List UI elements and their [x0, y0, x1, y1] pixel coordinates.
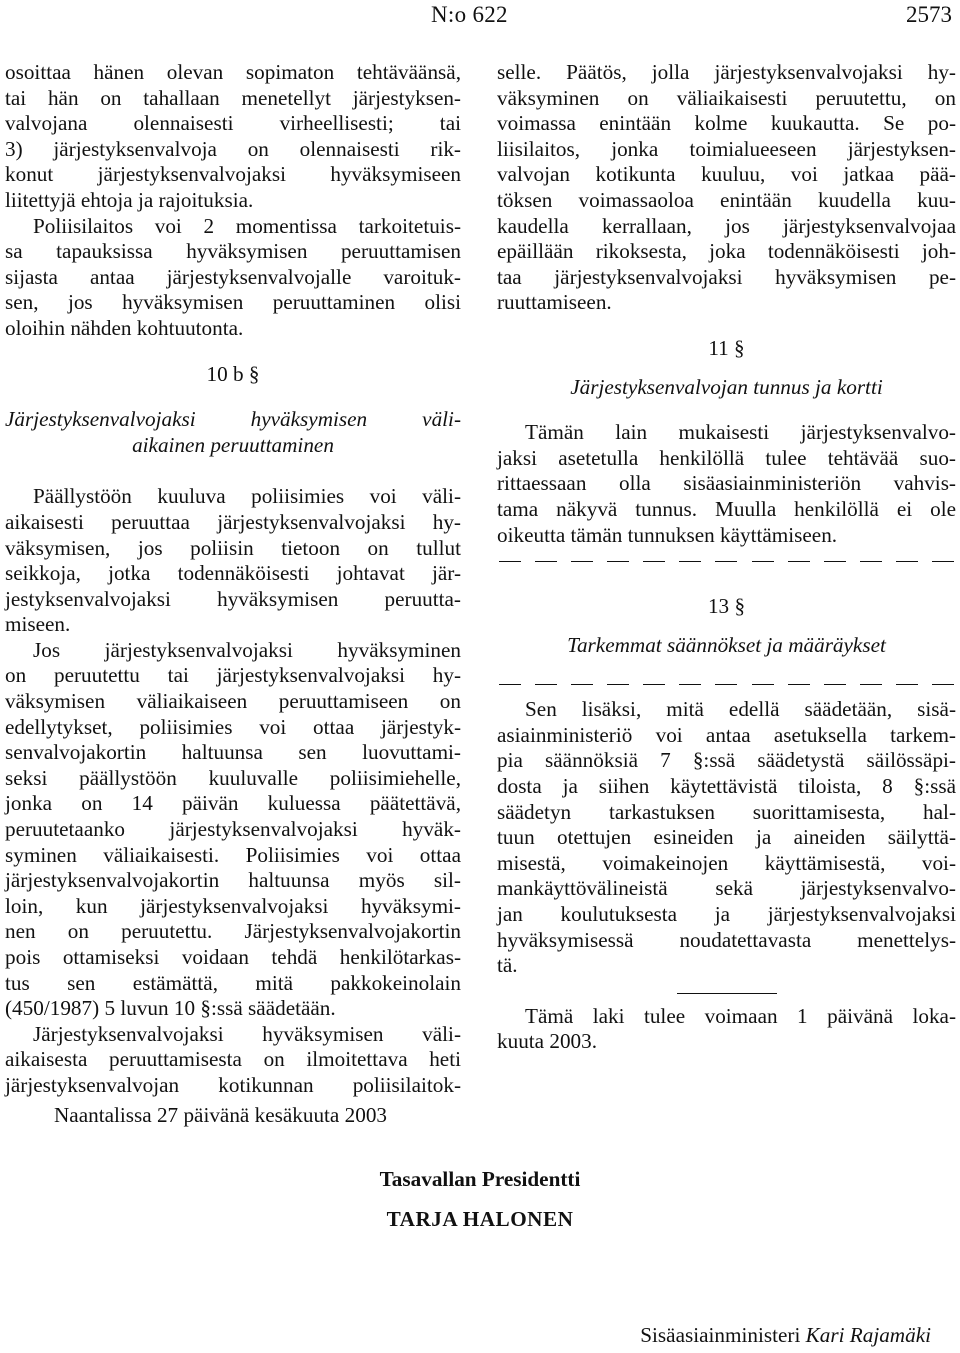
text-line: väksymisen väliaikaiseen peruuttamiseen on [5, 689, 461, 714]
text-line: jonka on 14 päivän kuluessa päätettävä, [5, 791, 461, 816]
text-line: on peruutettu tai järjestyksenvalvojaksi hy- [5, 663, 461, 688]
text-line: jaksi asetetulla henkilöllä tulee tehtävää suo- [497, 445, 956, 470]
text-line: edellytykset, poliisimies voi ottaa järjestyk- [5, 714, 461, 739]
text-line: sen, jos hyväksymisen peruuttaminen olisi [5, 290, 461, 315]
text-line: Jos järjestyksenvalvojaksi hyväksyminen [33, 637, 461, 662]
dash [571, 684, 593, 685]
text-line: seikkoja, jotka todennäköisesti johtavat jär- [5, 561, 461, 586]
text-line: peruutetaanko järjestyksenvalvojaksi hyväk- [5, 817, 461, 842]
text-line: dosta ja siihen käytettävistä tiloista, 8 §:ssä [497, 774, 956, 799]
text-line: tama näkyvä tunnus. Muulla henkilöllä ei ole [497, 496, 956, 521]
paragraph [497, 60, 956, 316]
text-line: seksi päällystöön kuuluvalle poliisimiehelle, [5, 765, 461, 790]
text-line: sa tapauksissa hyväksymisen peruuttamisen [5, 239, 461, 264]
text-line: tai hän on tahallaan menetellyt järjestyksen- [5, 85, 461, 110]
text-line: pia säännöksiä 7 §:ssä säädetystä säilössäpi- [497, 748, 956, 773]
dash [643, 561, 665, 562]
dash [752, 561, 774, 562]
paragraph [5, 484, 461, 638]
text-line: liisilaitos, jonka toimialueeseen järjestyksen- [497, 136, 956, 161]
omission-dashes [497, 677, 956, 693]
text-line: järjestyksenvalvojakortin haltuunsa myös sil- [5, 868, 461, 893]
text-line: kuuta 2003. [497, 1029, 598, 1054]
dash [896, 561, 918, 562]
section-number: 11 § [708, 335, 745, 360]
section-title: Tarkemmat säännökset ja määräykset [567, 632, 886, 657]
text-line: selle. Päätös, jolla järjestyksenvalvojaksi hy- [497, 60, 956, 84]
text-line: sijasta antaa järjestyksenvalvojalle varoituk- [5, 264, 461, 289]
text-line: väksymisen, jos poliisin tietoon on tullut [5, 535, 461, 560]
dash [752, 684, 774, 685]
text-line: valvojana olennaisesti virheellisesti; tai [5, 111, 461, 136]
text-line: väksyminen on väliaikaisesti peruutettu, on [497, 85, 956, 110]
page-number: 2573 [906, 2, 952, 27]
text-line: osoittaa hänen olevan sopimaton tehtäväänsä, [5, 60, 461, 84]
section-title: Järjestyksenvalvojan tunnus ja kortti [570, 374, 883, 399]
paragraph [497, 420, 956, 548]
statute-number: N:o 622 [431, 2, 508, 27]
separator-rule [677, 993, 777, 994]
text-line: miseen. [5, 612, 71, 637]
dash [896, 684, 918, 685]
president-name: TARJA HALONEN [386, 1207, 574, 1231]
text-line: oloihin nähden kohtuutonta. [5, 315, 244, 340]
paragraph [497, 697, 956, 979]
president-title: Tasavallan Presidentti [379, 1167, 581, 1191]
dash [788, 684, 810, 685]
dash [607, 561, 629, 562]
dash [643, 684, 665, 685]
dash [824, 684, 846, 685]
left-column [5, 60, 461, 1099]
text-line: tuun otettujen esineiden ja aineiden säilyttä- [497, 825, 956, 850]
section-title [5, 407, 461, 458]
dash [788, 561, 810, 562]
minister-signature [640, 1323, 931, 1348]
text-line: järjestyksenvalvojan kotikunnan poliisilaitok- [5, 1072, 461, 1097]
text-line: Tämä laki tulee voimaan 1 päivänä loka- [525, 1003, 956, 1028]
text-line: säädetyn tarkastuksen suorittamisesta, hal- [497, 799, 956, 824]
text-line: konut järjestyksenvalvojaksi hyväksymiseen [5, 162, 461, 187]
minister-title: Sisäasiainministeri [640, 1323, 801, 1347]
dash [499, 684, 521, 685]
text-line: epäillään rikoksesta, joka todennäköisesti joh- [497, 239, 956, 264]
dash [824, 561, 846, 562]
section-number: 13 § [707, 594, 746, 619]
right-column [497, 60, 956, 1055]
text-line: ruuttamiseen. [497, 290, 612, 315]
dash [499, 561, 521, 562]
text-line: pois ottamiseksi voidaan tehdä henkilötarkas- [5, 945, 461, 969]
dash [860, 561, 882, 562]
text-line: mankäyttövälineistä sekä järjestyksenvalvo- [497, 876, 956, 901]
text-line: loin, kun järjestyksenvalvojaksi hyväksymi- [5, 893, 461, 918]
text-line: tus sen estämättä, mitä pakkokeinolain [5, 970, 461, 995]
dash [860, 684, 882, 685]
paragraph [5, 638, 461, 1022]
text-line: aikaisesta peruuttamisesta on ilmoitettava heti [5, 1047, 461, 1072]
text-line: 3) järjestyksenvalvoja on olennaisesti rik- [5, 136, 461, 161]
text-line: tä. [497, 953, 518, 978]
text-line: jan koulutuksesta ja järjestyksenvalvojaksi [497, 902, 956, 927]
dash [535, 684, 557, 685]
dash [715, 561, 737, 562]
paragraph [5, 60, 461, 214]
text-line: rittaessaan olla sisäasiainministeriön vahvis- [497, 471, 956, 496]
text-line: Sen lisäksi, mitä edellä säädetään, sisä- [525, 697, 956, 722]
section-title-line: aikainen peruuttaminen [132, 432, 334, 457]
dash [679, 684, 701, 685]
text-line: misestä, voimakeinojen käyttämisestä, voi- [497, 850, 956, 875]
text-line: oikeutta tämän tunnuksen käyttämiseen. [497, 522, 838, 547]
section-number: 10 b § [206, 361, 260, 386]
dash [932, 684, 954, 685]
text-line: asiainministeriö voi antaa asetuksella tarkem- [497, 722, 956, 747]
text-line: syminen väliaikaisesti. Poliisimies voi ottaa [5, 842, 461, 867]
dash [571, 561, 593, 562]
text-line: Tämän lain mukaisesti järjestyksenvalvo- [525, 420, 956, 445]
text-line: Järjestyksenvalvojaksi hyväksymisen väli- [33, 1021, 461, 1046]
text-line: aikaisesti peruuttaa järjestyksenvalvojaksi hy- [5, 509, 461, 534]
text-line: hyväksymisessä noudatettavasta menettelys- [497, 927, 956, 952]
text-line: töksen voimassaoloa enintään kuudella kuu- [497, 187, 956, 212]
text-line: taa järjestyksenvalvojaksi hyväksymisen pe- [497, 264, 956, 289]
dash [932, 561, 954, 562]
page-header [0, 0, 960, 36]
text-line: voimassa enintään kolme kuukautta. Se po- [497, 111, 956, 136]
paragraph [5, 1022, 461, 1099]
text-line: (450/1987) 5 luvun 10 §:ssä säädetään. [5, 996, 336, 1021]
text-line: kaudella kerrallaan, jos järjestyksenvalvojaa [497, 213, 956, 238]
section-title-line: Järjestyksenvalvojaksi hyväksymisen väli- [5, 407, 461, 432]
omission-dashes [497, 554, 956, 570]
text-line: jestyksenvalvojaksi hyväksymisen peruutta- [5, 586, 461, 611]
text-line: valvojan kotikunta kuuluu, voi jatkaa pää- [497, 162, 956, 187]
place-date: Naantalissa 27 päivänä kesäkuuta 2003 [54, 1103, 388, 1127]
text-line: Päällystöön kuuluva poliisimies voi väli- [33, 484, 461, 509]
text-line: senvalvojakortin haltuunsa sen luovuttami- [5, 740, 461, 765]
paragraph [5, 214, 461, 342]
text-line: liitettyjä ehtoja ja rajoituksia. [5, 187, 254, 212]
dash [535, 561, 557, 562]
text-line: nen on peruutettu. Järjestyksenvalvojakortin [5, 919, 461, 944]
text-line: Poliisilaitos voi 2 momentissa tarkoitetuis- [33, 213, 461, 238]
dash [679, 561, 701, 562]
paragraph [497, 1004, 956, 1055]
minister-name: Kari Rajamäki [805, 1323, 931, 1347]
dash [607, 684, 629, 685]
dash [715, 684, 737, 685]
